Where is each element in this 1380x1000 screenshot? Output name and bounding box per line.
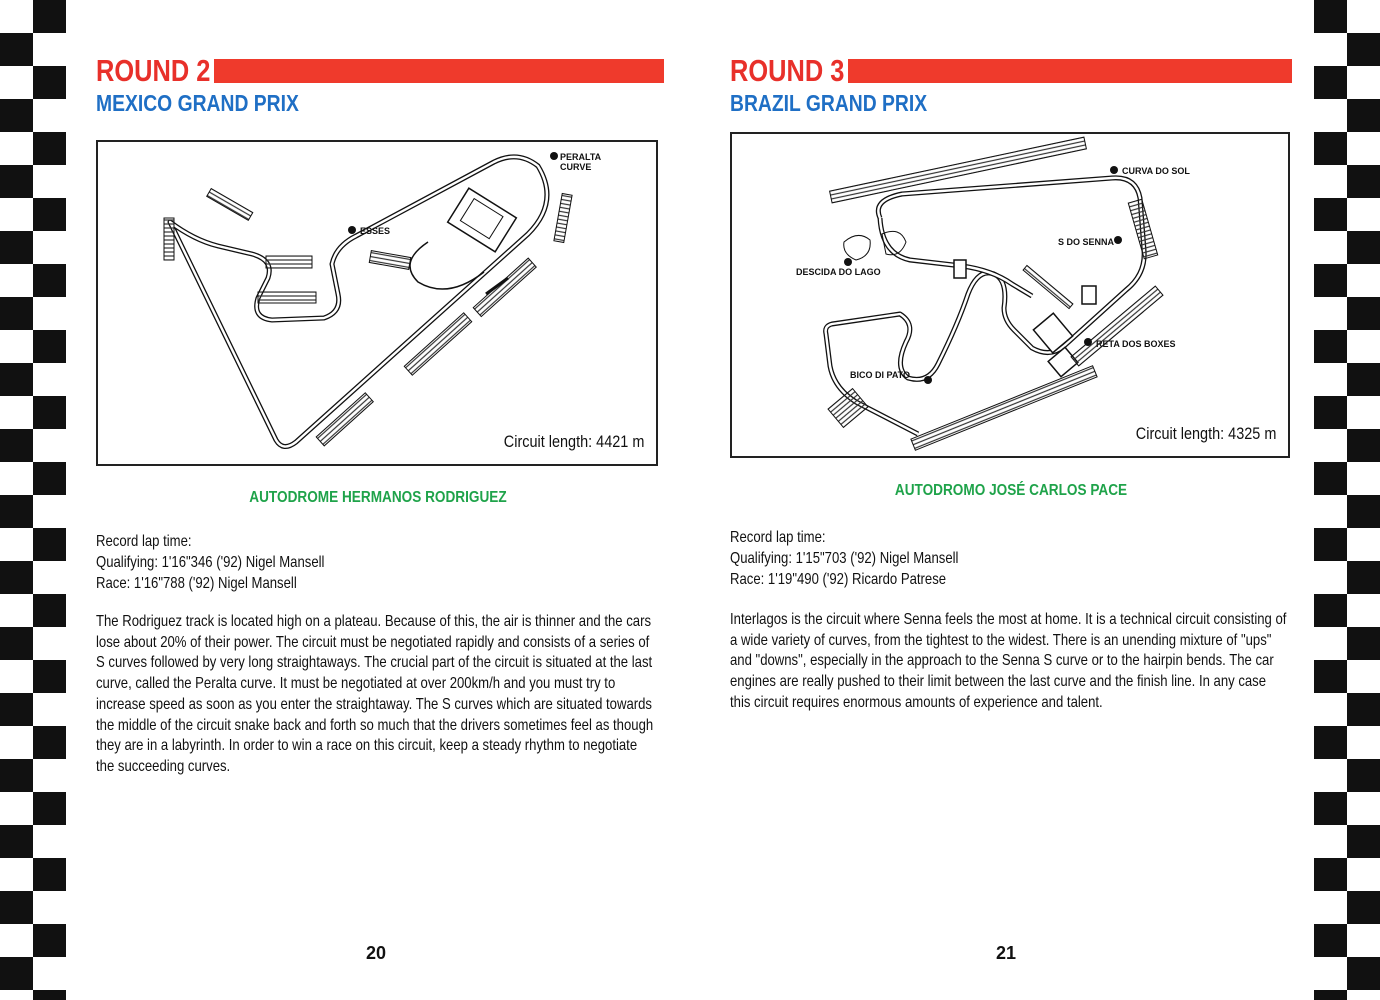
page-20 [96,0,660,1000]
page-number: 21 [996,943,1017,963]
circuit-map [96,140,658,466]
label-s-do-senna: S DO SENNA [1058,237,1115,247]
circuit-length: Circuit length: 4421 m [503,432,644,451]
round-bar [214,59,664,83]
grand-prix-title: MEXICO GRAND PRIX [96,90,299,116]
circuit-description: Interlagos is the circuit where Senna feels the most at home. It is a technical circuit consisting of a wide variety of curves, from the tightest to the widest. There is an unending mixture of "ups" and "downs", especially in the approach to the Senna S curve or to the hairpin bends. The car engines are really pushed to their limit between the last curve and the finish line. In any case this circuit requires enormous amounts of experience and talent. [730,611,1287,711]
circuit-length: Circuit length: 4325 m [1135,424,1276,443]
label-reta-dos-boxes: RETA DOS BOXES [1096,339,1176,349]
record-lap-times [96,531,324,594]
grand-prix-title: BRAZIL GRAND PRIX [730,90,928,116]
brazil-track-diagram [732,134,1288,456]
checkered-border-right [1314,0,1380,1000]
round-title: ROUND 2 [96,53,211,88]
label-descida-do-lago: DESCIDA DO LAGO [796,267,881,277]
record-lap-times [730,527,958,590]
round-title: ROUND 3 [730,53,845,88]
round-header [96,54,660,88]
race-record: Race: 1'19"490 ('92) Ricardo Patrese [730,571,947,588]
page-21 [730,0,1292,1000]
circuit-description: The Rodriguez track is located high on a plateau. Because of this, the air is thinner and the cars lose about 20% of their power. The circuit must be negotiated rapidly and consists of a series of S curves followed by very long straightaways. The crucial part of the circuit is situated at the last curve, called the Peralta curve. It must be negotiated at over 200km/h and you must try to increase speed as soon as you enter the straightaway. The S curves which are situated towards the middle of the circuit snake back and forth so much that the drivers sometimes feel as though they are in a labyrinth. In order to win a race on this circuit, keep a steady rhythm to negotiate the succeeding curves. [96,613,654,775]
qualifying-record: Qualifying: 1'16"346 ('92) Nigel Mansell [96,554,325,571]
record-heading: Record lap time: [730,529,826,546]
label-bico-di-pato: BICO DI PATO [850,370,911,380]
page-number: 20 [366,943,387,963]
record-heading: Record lap time: [96,533,192,550]
label-peralta-curve: PERALTA CURVE [560,152,602,172]
round-bar [848,59,1292,83]
circuit-map [730,132,1290,458]
race-record: Race: 1'16"788 ('92) Nigel Mansell [96,575,297,592]
venue-name: AUTODROMO JOSÉ CARLOS PACE [894,482,1128,499]
checkered-border-left [0,0,66,1000]
mexico-track-diagram [98,142,656,464]
label-esses: ESSES [360,226,391,236]
qualifying-record: Qualifying: 1'15"703 ('92) Nigel Mansell [730,550,959,567]
round-header [730,54,1292,88]
label-curva-do-sol: CURVA DO SOL [1122,166,1190,176]
venue-name: AUTODROME HERMANOS RODRIGUEZ [249,489,507,506]
